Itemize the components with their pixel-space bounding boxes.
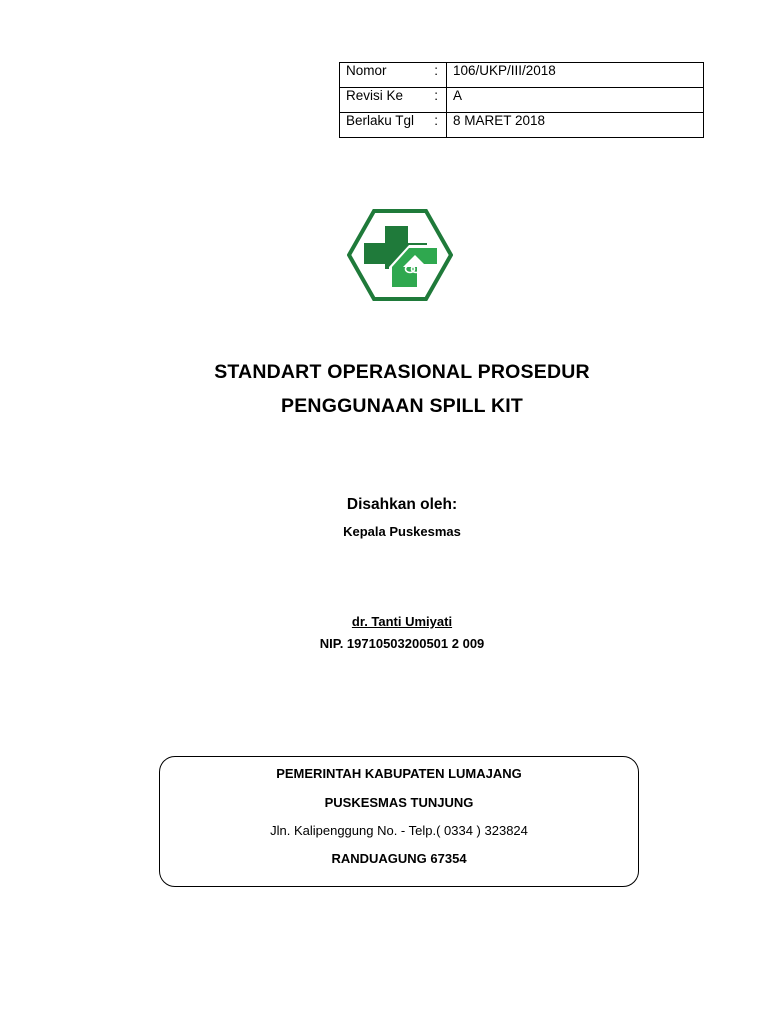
info-value: A bbox=[447, 88, 704, 113]
footer-address: Jln. Kalipenggung No. - Telp.( 0334 ) 323824 bbox=[270, 823, 528, 838]
footer-city: RANDUAGUNG 67354 bbox=[331, 851, 467, 866]
footer-institution: PUSKESMAS TUNJUNG bbox=[324, 795, 474, 810]
footer-government: PEMERINTAH KABUPATEN LUMAJANG bbox=[276, 766, 522, 781]
puskesmas-logo-icon bbox=[347, 209, 453, 301]
info-row-revision bbox=[340, 88, 704, 113]
approver-name: dr. Tanti Umiyati bbox=[351, 614, 453, 629]
approved-by-heading: Disahkan oleh: bbox=[346, 496, 458, 513]
document-title-line-1: STANDART OPERASIONAL PROSEDUR bbox=[214, 361, 590, 383]
institution-footer-box bbox=[159, 756, 639, 887]
info-value: 8 MARET 2018 bbox=[447, 113, 704, 138]
info-label: Berlaku Tgl bbox=[346, 113, 415, 128]
info-row-effective-date bbox=[340, 113, 704, 138]
info-label: Revisi Ke bbox=[346, 88, 404, 103]
approver-position: Kepala Puskesmas bbox=[343, 524, 461, 539]
info-row-number bbox=[340, 63, 704, 88]
info-colon: : bbox=[434, 63, 438, 78]
info-colon: : bbox=[434, 88, 438, 103]
info-value: 106/UKP/III/2018 bbox=[447, 63, 704, 88]
approver-nip: NIP. 19710503200501 2 009 bbox=[319, 636, 485, 651]
document-title-line-2: PENGGUNAAN SPILL KIT bbox=[281, 395, 523, 417]
document-info-table bbox=[339, 62, 704, 138]
info-colon: : bbox=[434, 113, 438, 128]
info-label: Nomor bbox=[346, 63, 387, 78]
